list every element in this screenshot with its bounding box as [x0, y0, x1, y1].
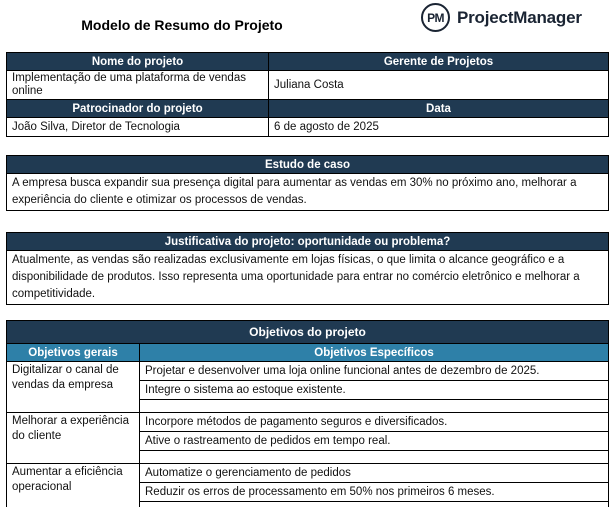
case-study-section	[6, 155, 609, 211]
col-header-project-manager: Gerente de Projetos	[269, 53, 609, 71]
specific-objective-2-empty	[140, 451, 609, 464]
general-objective-3: Aumentar a eficiência operacional	[7, 464, 140, 507]
info-value-row-2	[7, 118, 609, 137]
specific-objective-2-1: Incorpore métodos de pagamento seguros e diversificados.	[140, 413, 609, 432]
pm-monogram-icon	[421, 3, 450, 32]
justification-body-row	[7, 251, 609, 305]
specific-objective-2-2: Ative o rastreamento de pedidos em tempo real.	[140, 432, 609, 451]
objectives-title-row	[7, 321, 609, 344]
projectmanager-logo	[421, 3, 582, 32]
info-value-row-1	[7, 71, 609, 100]
justification-section	[6, 232, 609, 305]
objectives-title: Objetivos do projeto	[7, 321, 609, 344]
cell-project-sponsor: João Silva, Diretor de Tecnologia	[7, 118, 269, 137]
general-objective-1: Digitalizar o canal de vendas da empresa	[7, 362, 140, 413]
specific-objective-1-1: Projetar e desenvolver uma loja online funcional antes de dezembro de 2025.	[140, 362, 609, 381]
case-study-body: A empresa busca expandir sua presença digital para aumentar as vendas em 30% no próximo ano, melhorar a experiência do cliente e otimizar os processos de vendas.	[7, 174, 609, 211]
objective-group-row	[7, 464, 609, 483]
col-header-project-name: Nome do projeto	[7, 53, 269, 71]
col-header-specific-objectives: Objetivos Específicos	[140, 344, 609, 362]
cell-date: 6 de agosto de 2025	[269, 118, 609, 137]
general-objective-2: Melhorar a experiência do cliente	[7, 413, 140, 464]
info-header-row-2	[7, 100, 609, 118]
specific-objective-3-1: Automatize o gerenciamento de pedidos	[140, 464, 609, 483]
justification-body: Atualmente, as vendas são realizadas exclusivamente em lojas físicas, o que limita o alcance geográfico e a disponibilidade de produtos. Isso representa uma oportunidade para entrar no comércio eletrônico e melhorar a competitividade.	[7, 251, 609, 305]
specific-objective-3-empty	[140, 502, 609, 507]
specific-objective-1-empty	[140, 400, 609, 413]
project-info-table	[6, 52, 609, 137]
pm-monogram-text: PM	[427, 10, 444, 25]
justification-header-row	[7, 233, 609, 251]
objectives-table	[6, 320, 609, 507]
document-title: Modelo de Resumo do Projeto	[81, 17, 283, 33]
col-header-date: Data	[269, 100, 609, 118]
brand-name: ProjectManager	[457, 7, 582, 27]
objectives-subheader-row	[7, 344, 609, 362]
case-study-body-row	[7, 174, 609, 211]
case-study-header: Estudo de caso	[7, 156, 609, 174]
case-study-header-row	[7, 156, 609, 174]
objective-group-row	[7, 413, 609, 432]
cell-project-manager: Juliana Costa	[269, 71, 609, 100]
specific-objective-1-2: Integre o sistema ao estoque existente.	[140, 381, 609, 400]
objective-group-row	[7, 362, 609, 381]
col-header-project-sponsor: Patrocinador do projeto	[7, 100, 269, 118]
col-header-general-objectives: Objetivos gerais	[7, 344, 140, 362]
justification-header: Justificativa do projeto: oportunidade ou problema?	[7, 233, 609, 251]
cell-project-name: Implementação de uma plataforma de vendas online	[7, 71, 269, 100]
specific-objective-3-2: Reduzir os erros de processamento em 50% nos primeiros 6 meses.	[140, 483, 609, 502]
info-header-row-1	[7, 53, 609, 71]
